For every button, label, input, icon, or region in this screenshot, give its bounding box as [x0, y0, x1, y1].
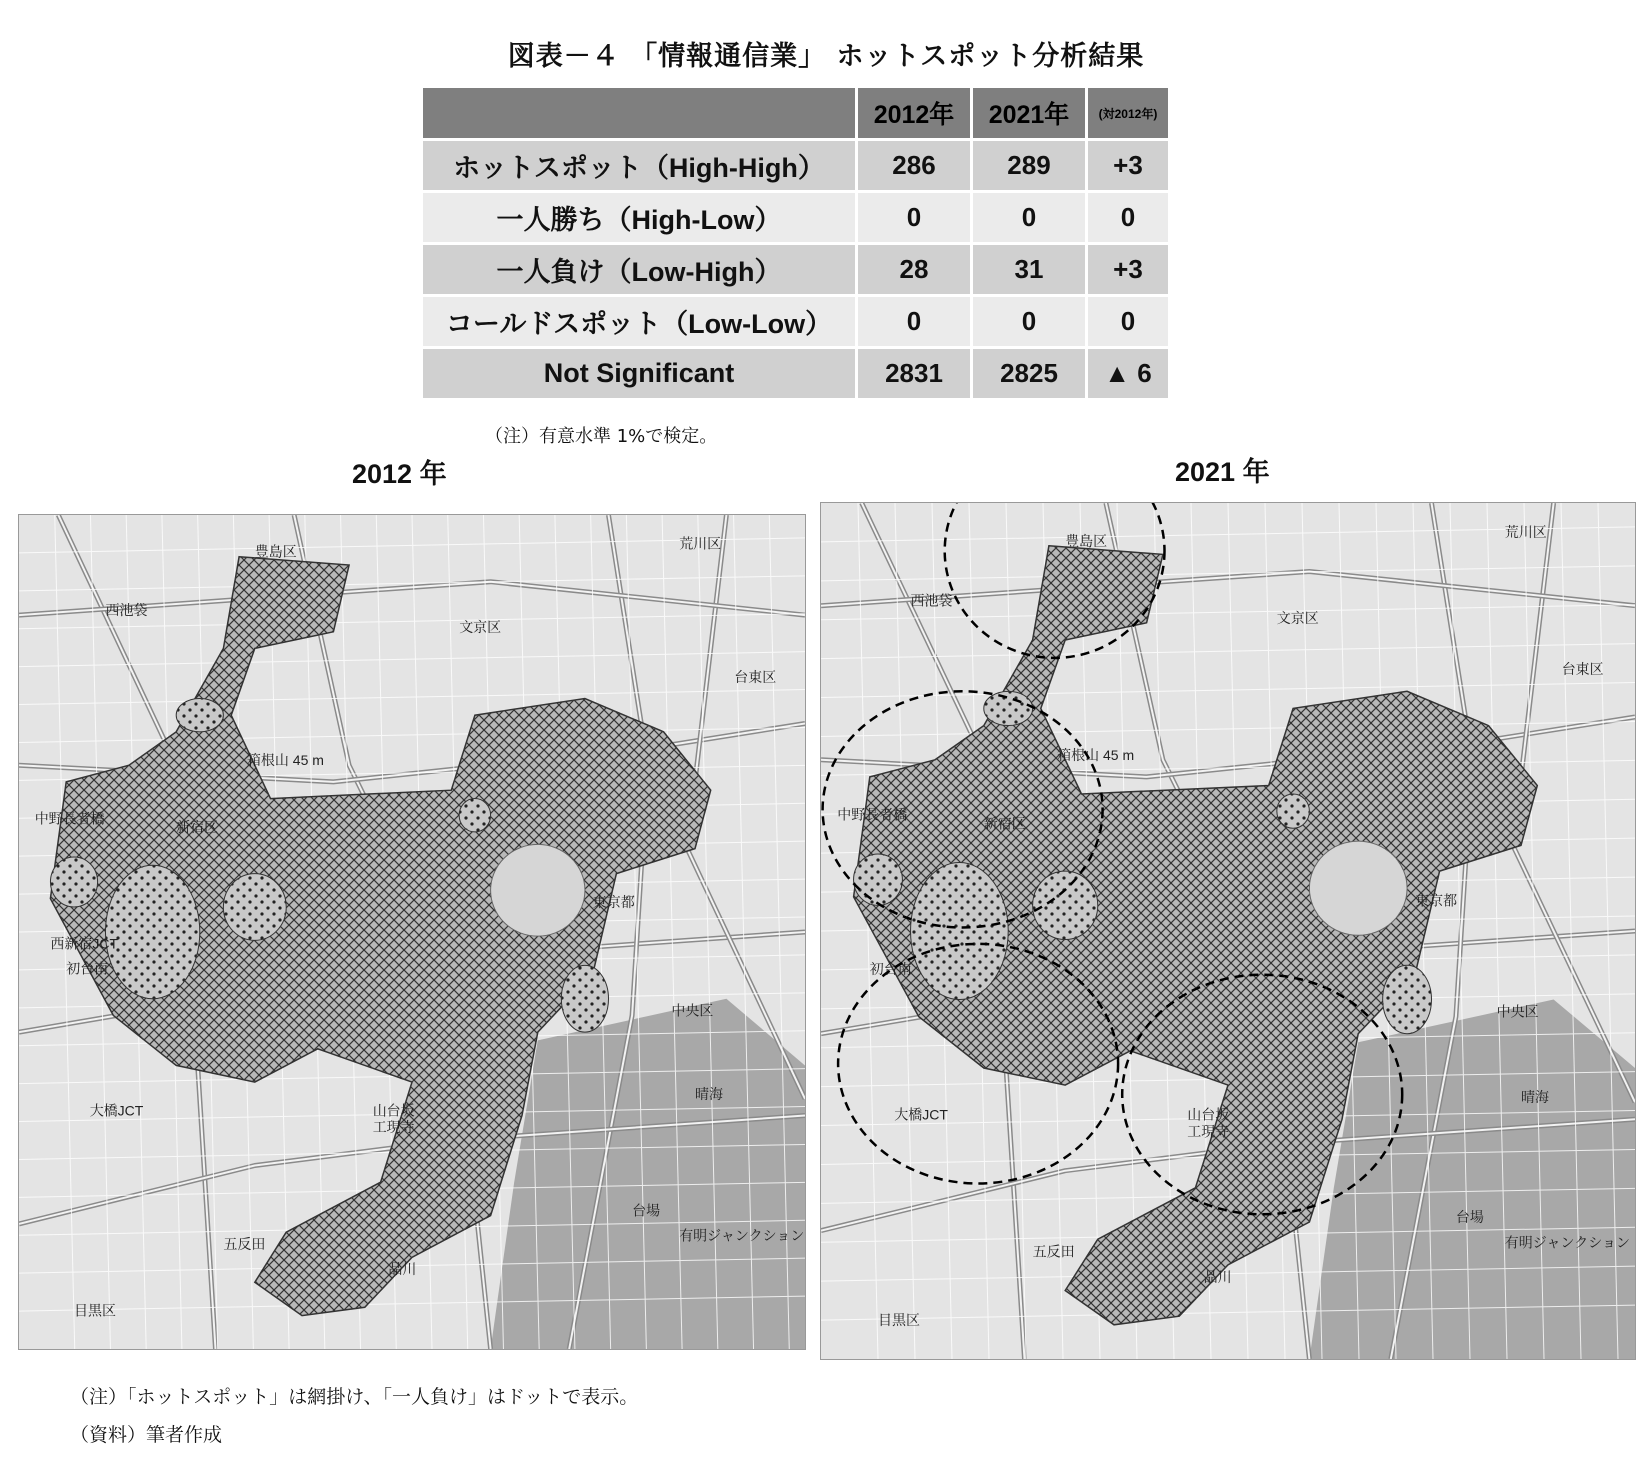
low-high-area — [984, 691, 1033, 725]
value-2021: 0 — [973, 193, 1085, 242]
value-2012: 286 — [858, 141, 970, 190]
table-row — [423, 141, 1168, 190]
place-label: 西新宿JCT — [50, 935, 119, 952]
value-diff: 0 — [1088, 193, 1168, 242]
place-label: 有明ジャンクション — [679, 1227, 805, 1244]
place-label: 工現寺 — [372, 1119, 415, 1136]
place-label: 荒川区 — [679, 535, 722, 552]
place-label: 中野長者橋 — [34, 810, 105, 827]
value-2012: 0 — [858, 193, 970, 242]
value-2021: 289 — [973, 141, 1085, 190]
table-row — [423, 193, 1168, 242]
place-label: 台場 — [632, 1202, 661, 1219]
place-label: 山台坂 — [372, 1102, 415, 1119]
figure-title: 図表－４ 「情報通信業」 ホットスポット分析結果 — [507, 41, 1145, 72]
value-2012: 28 — [858, 245, 970, 294]
low-high-area — [223, 874, 286, 941]
footnote-source: （資料）筆者作成 — [70, 1424, 223, 1446]
value-2012: 2831 — [858, 349, 970, 398]
value-2021: 0 — [973, 297, 1085, 346]
place-label: 初台南 — [869, 960, 912, 977]
place-label: 五反田 — [1032, 1243, 1075, 1260]
place-label: 台東区 — [734, 668, 777, 685]
value-diff: 0 — [1088, 297, 1168, 346]
place-label: 文京区 — [1276, 609, 1319, 626]
low-high-area — [1383, 965, 1432, 1033]
place-label: 大橋JCT — [89, 1102, 144, 1119]
place-label: 豊島区 — [1065, 532, 1108, 549]
table-row — [423, 349, 1168, 398]
place-label: 箱根山 45 m — [246, 752, 324, 769]
low-high-area — [1277, 794, 1310, 828]
place-label: 台東区 — [1561, 661, 1604, 678]
results-table — [420, 85, 1171, 401]
row-label: 一人勝ち（High-Low） — [423, 193, 855, 242]
low-high-area — [459, 799, 490, 832]
value-diff: +3 — [1088, 141, 1168, 190]
header-2021: 2021年 — [973, 88, 1085, 138]
place-label: 工現寺 — [1187, 1123, 1230, 1140]
header-diff: (対2012年) — [1088, 88, 1168, 138]
value-diff: ▲ 6 — [1088, 349, 1168, 398]
row-label: コールドスポット（Low-Low） — [423, 297, 855, 346]
place-label: 中央区 — [671, 1002, 714, 1019]
place-label: 晴海 — [695, 1085, 723, 1102]
place-label: 文京区 — [459, 618, 502, 635]
place-label: 新宿区 — [983, 815, 1026, 832]
place-label: 中央区 — [1496, 1003, 1539, 1020]
low-high-area — [911, 863, 1009, 1000]
table-row — [423, 245, 1168, 294]
place-label: 箱根山 45 m — [1057, 746, 1135, 763]
place-label: 東京都 — [592, 894, 635, 910]
place-label: 品川 — [1203, 1269, 1232, 1285]
place-label: 西池袋 — [910, 592, 953, 609]
palace-grounds — [491, 844, 585, 936]
place-label: 荒川区 — [1504, 524, 1547, 541]
value-2021: 2825 — [973, 349, 1085, 398]
place-label: 有明ジャンクション — [1504, 1234, 1630, 1251]
value-diff: +3 — [1088, 245, 1168, 294]
header-blank — [423, 88, 855, 138]
row-label: Not Significant — [423, 349, 855, 398]
place-label: 目黒区 — [878, 1311, 920, 1328]
place-label: 初台南 — [66, 960, 109, 977]
place-label: 豊島区 — [254, 543, 297, 560]
value-2012: 0 — [858, 297, 970, 346]
place-label: 中野長者橋 — [837, 806, 908, 823]
map-title-2012: 2012 年 — [352, 459, 447, 489]
place-label: 五反田 — [223, 1235, 266, 1252]
low-high-area — [1033, 871, 1098, 939]
map-title-2021: 2021 年 — [1175, 457, 1270, 487]
row-label: ホットスポット（High-High） — [423, 141, 855, 190]
table-header-row — [423, 88, 1168, 138]
place-label: 東京都 — [1415, 892, 1458, 909]
header-2012: 2012年 — [858, 88, 970, 138]
place-label: 品川 — [388, 1260, 417, 1277]
footnote-legend: （注）「ホットスポット」は網掛け、「一人負け」はドットで表示。 — [70, 1386, 639, 1408]
place-label: 晴海 — [1521, 1089, 1549, 1106]
value-2021: 31 — [973, 245, 1085, 294]
map-2021 — [820, 502, 1636, 1360]
place-label: 目黒区 — [74, 1302, 116, 1319]
place-label: 大橋JCT — [894, 1106, 948, 1123]
table-row — [423, 297, 1168, 346]
low-high-area — [854, 854, 903, 905]
place-label: 台場 — [1455, 1209, 1484, 1225]
low-high-area — [561, 965, 608, 1032]
place-label: 山台坂 — [1187, 1106, 1230, 1123]
low-high-area — [176, 698, 223, 731]
place-label: 西池袋 — [105, 602, 148, 619]
row-label: 一人負け（Low-High） — [423, 245, 855, 294]
place-label: 新宿区 — [176, 818, 219, 835]
table-note: （注）有意水準 1%で検定。 — [485, 426, 718, 447]
low-high-area — [50, 857, 97, 907]
low-high-area — [105, 865, 199, 998]
palace-grounds — [1309, 841, 1407, 935]
map-2012 — [18, 514, 806, 1350]
